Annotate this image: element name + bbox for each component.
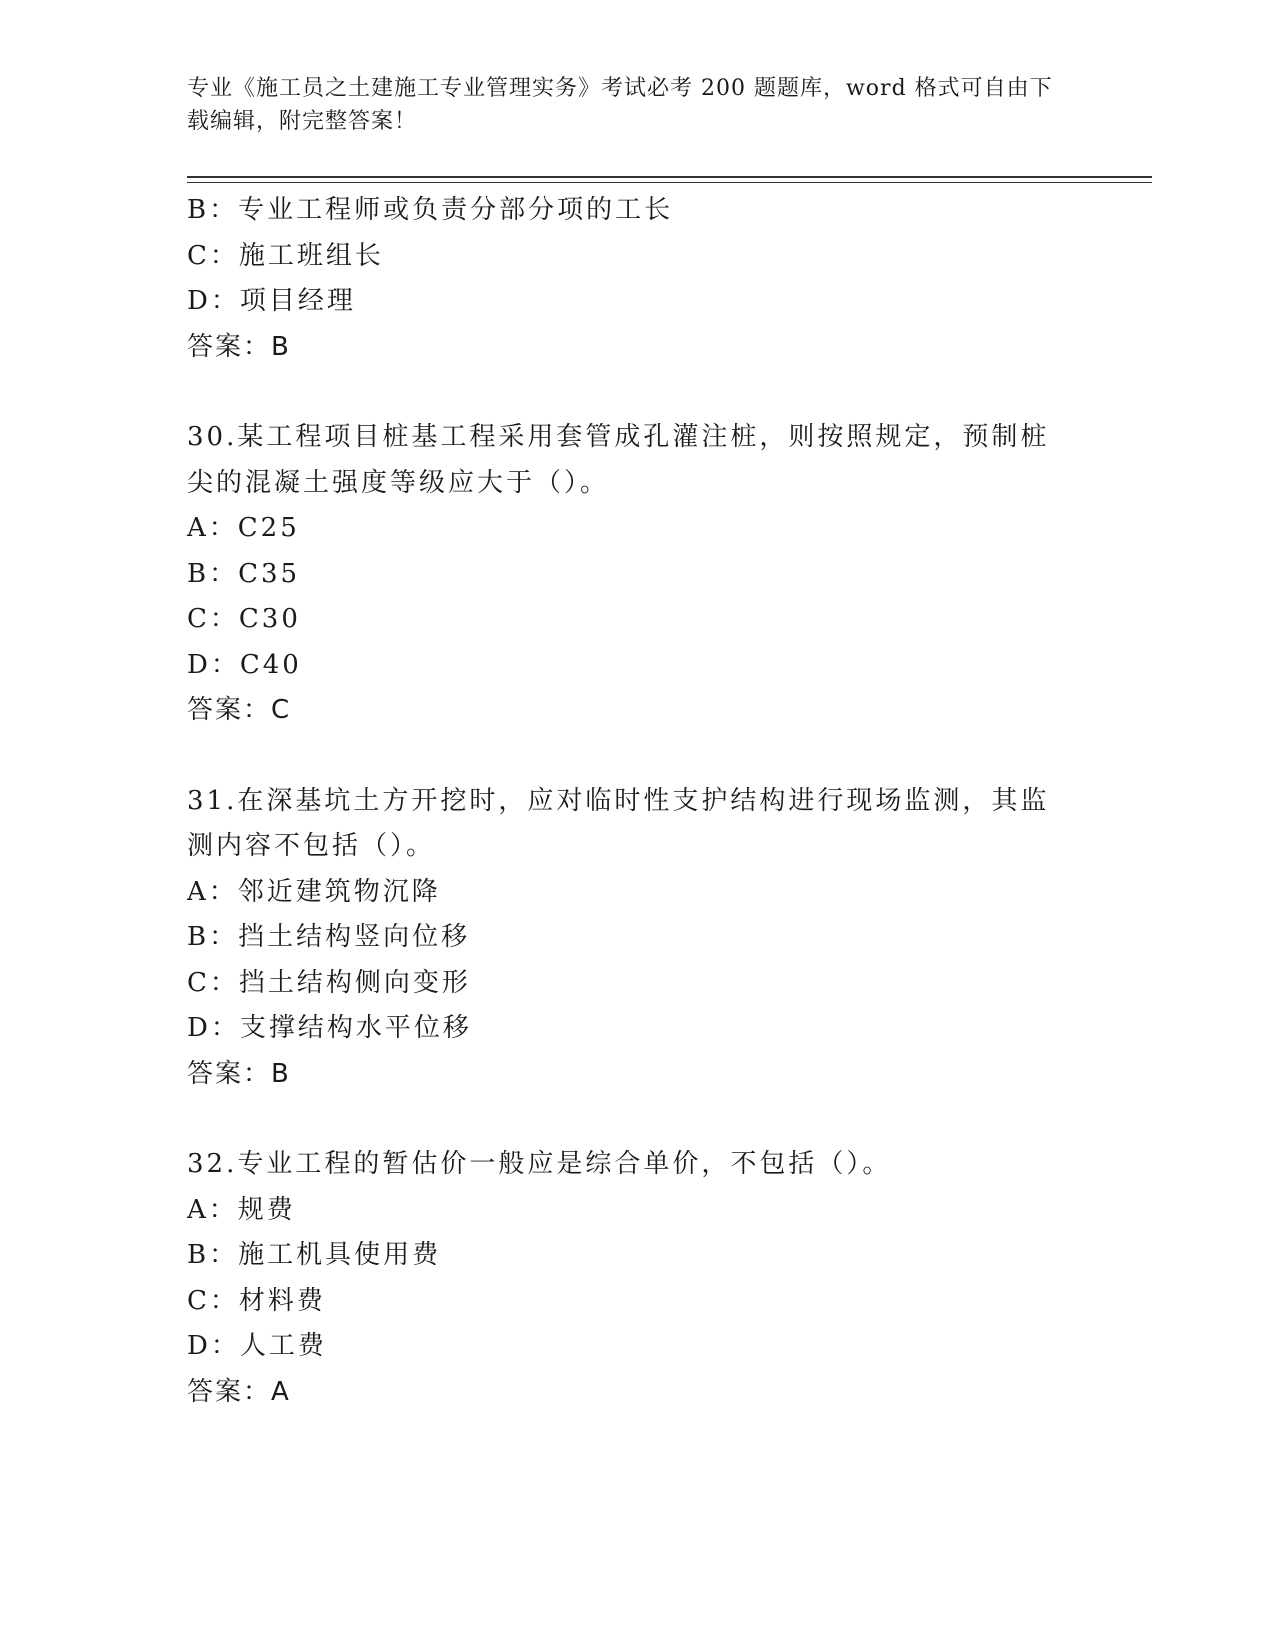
- option-c: C：材料费: [187, 1285, 326, 1316]
- option-d: D：C40: [187, 649, 302, 680]
- answer: 答案：B: [187, 1058, 291, 1089]
- question-stem: 31.在深基坑土方开挖时，应对临时性支护结构进行现场监测，其监测内容不包括（）。: [187, 785, 1050, 861]
- question-31: [187, 779, 1087, 1098]
- header-divider-thin: [187, 182, 1152, 183]
- answer: 答案：B: [187, 331, 291, 362]
- option-a: A：C25: [187, 513, 300, 543]
- option-b: B：施工机具使用费: [187, 1240, 442, 1270]
- option-b: B：挡土结构竖向位移: [187, 922, 471, 952]
- answer: 答案：A: [187, 1376, 291, 1407]
- question-stem: 30.某工程项目桩基工程采用套管成孔灌注桩，则按照规定，预制桩尖的混凝土强度等级应大于（）。: [187, 422, 1050, 498]
- header-divider-thick: [187, 176, 1152, 178]
- option-d: D：支撑结构水平位移: [187, 1013, 472, 1043]
- question-stem: 32.专业工程的暂估价一般应是综合单价，不包括（）。: [187, 1149, 892, 1179]
- answer: 答案：C: [187, 695, 292, 725]
- question-list: [187, 188, 1087, 1415]
- question-30: [187, 415, 1087, 734]
- question-32: [187, 1142, 1087, 1415]
- option-a: A：邻近建筑物沉降: [187, 876, 441, 907]
- option-c: C：C30: [187, 604, 301, 634]
- question-29: [187, 188, 1087, 370]
- option-b: B：专业工程师或负责分部分项的工长: [187, 195, 674, 225]
- option-c: C：施工班组长: [187, 240, 384, 271]
- option-d: D：项目经理: [187, 286, 356, 316]
- option-a: A：规费: [187, 1194, 296, 1225]
- option-c: C：挡土结构侧向变形: [187, 967, 471, 998]
- option-d: D：人工费: [187, 1331, 327, 1361]
- document-intro: 专业《施工员之土建施工专业管理实务》考试必考 200 题题库，word 格式可自由下载编辑，附完整答案！: [187, 76, 1053, 134]
- option-b: B：C35: [187, 558, 301, 589]
